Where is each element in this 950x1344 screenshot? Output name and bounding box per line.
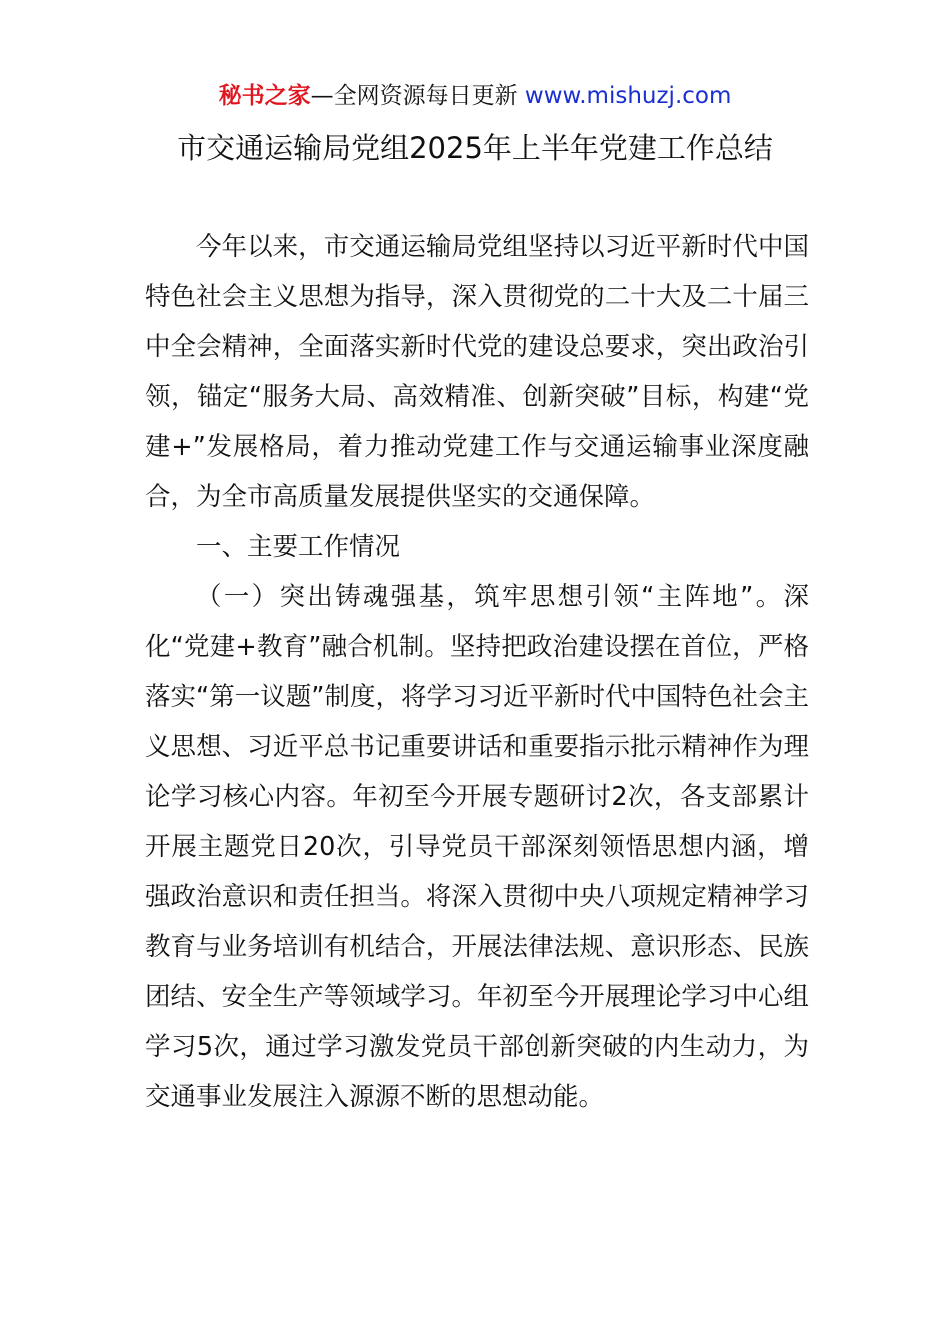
intro-paragraph: 今年以来，市交通运输局党组坚持以习近平新时代中国特色社会主义思想为指导，深入贯彻党的二十大及二十届三中全会精神，全面落实新时代党的建设总要求，突出政治引领，锚定“服务大局、高效精准、创新突破”目标，构建“党建+”发展格局，着力推动党建工作与交通运输事业深度融合，为全市高质量发展提供坚实的交通保障。 — [145, 232, 809, 512]
site-header — [0, 80, 950, 112]
section-paragraph: （一）突出铸魂强基，筑牢思想引领“主阵地”。深化“党建+教育”融合机制。坚持把政治建设摆在首位，严格落实“第一议题”制度，将学习习近平新时代中国特色社会主义思想、习近平总书记重要讲话和重要指示批示精神作为理论学习核心内容。年初至今开展专题研讨2次，各支部累计开展主题党日20次，引导党员干部深刻领悟思想内涵，增强政治意识和责任担当。将深入贯彻中央八项规定精神学习教育与业务培训有机结合，开展法律法规、意识形态、民族团结、安全生产等领域学习。年初至今开展理论学习中心组学习5次，通过学习激发党员干部创新突破的内生动力，为交通事业发展注入源源不断的思想动能。 — [145, 582, 809, 1112]
document-body — [145, 222, 809, 1122]
header-tagline: —全网资源每日更新 — [310, 83, 518, 109]
brand-name: 秘书之家 — [218, 83, 311, 109]
site-url-link[interactable]: www.mishuzj.com — [524, 83, 732, 109]
section-heading: 一、主要工作情况 — [196, 532, 401, 562]
document-title: 市交通运输局党组2025年上半年党建工作总结 — [177, 131, 773, 165]
